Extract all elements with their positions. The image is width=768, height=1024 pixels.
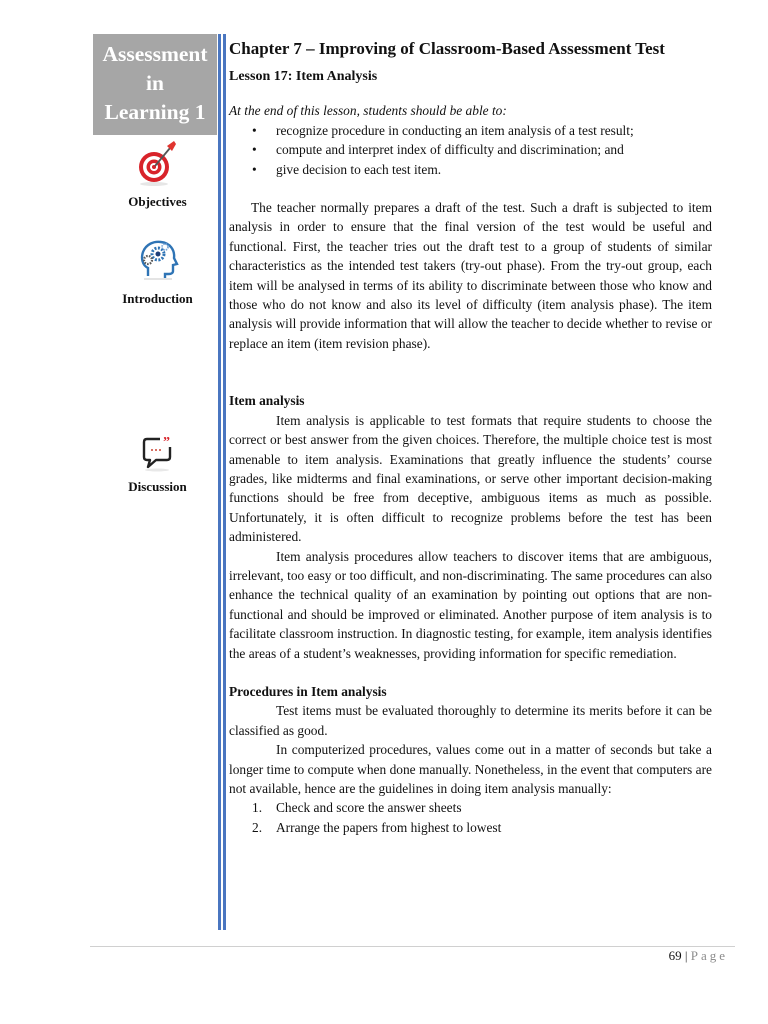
item-analysis-paragraph: Item analysis is applicable to test formats that require students to choose the correct or best answer from the given choices. Therefore, the multiple choice test is most amenable to item analysis. Examinations that greatly influence the students’ course grades, like midterms and final examinations, or serve other important decision-making functions should be free from deceptive, ambiguous items as much as possible. Unfortunately, it is often difficult to recognize problems before the test has been administered.: [229, 412, 712, 545]
page-footer: [669, 948, 728, 964]
sidebar-item-label: Discussion: [128, 479, 187, 494]
procedure-step: 1. Check and score the answer sheets: [252, 800, 462, 816]
target-dart-icon: [136, 140, 180, 188]
procedures-paragraph: In computerized procedures, values come out in a matter of seconds but take a longer time to compute when done manually. Nonetheless, in the event that computers are not available, hence are the guidelines in doing item analysis manually:: [229, 742, 712, 796]
page-number: 69: [668, 948, 682, 963]
item-analysis-paragraph: Item analysis procedures allow teachers to discover items that are ambiguous, irrelevant, too easy or too difficult, and non-discriminating. The same procedures can also enhance the technical quality of an examination by pointing out options that are non-functional and should be improved or eliminated. Another purpose of item analysis is to facilitate classroom instruction. In diagnostic testing, for example, item analysis identifies the areas of a student’s weaknesses, providing information for specific remediation.: [229, 548, 712, 661]
svg-text:”: ”: [162, 435, 170, 450]
objective-item: • compute and interpret index of difficulty and discrimination; and: [276, 140, 712, 159]
page-word: Page: [690, 948, 728, 963]
objectives-intro: At the end of this lesson, students should be able to:: [229, 103, 507, 119]
module-title-box: [93, 34, 217, 135]
sidebar-item-label: Objectives: [128, 194, 187, 209]
objectives-list: [229, 121, 712, 179]
sidebar-item-discussion: [100, 433, 215, 495]
introduction-paragraph: The teacher normally prepares a draft of the test. Such a draft is subjected to item analysis in order to ensure that the final version of the test would be useful and functional. First, the teacher tries out the draft test to a group of students of similar characteristics as the intended test takers (try-out phase). From the try-out group, each item will be analysed in terms of its ability to discriminate between those who know and those who do not know and also its level of difficulty (item analysis phase). The item analysis will provide information that will allow the teacher to decide whether to revise or replace an item (item revision phase).: [229, 200, 712, 351]
item-analysis-heading: Item analysis: [229, 393, 305, 409]
sidebar-divider-rule: [218, 34, 221, 930]
head-gears-icon: [136, 238, 180, 282]
sidebar-item-objectives: [100, 140, 215, 210]
page-separator: |: [681, 948, 691, 963]
sidebar-divider-rule: [223, 34, 226, 930]
procedures-paragraph: Test items must be evaluated thoroughly to determine its merits before it can be classified as good.: [229, 703, 712, 738]
sidebar-item-introduction: [100, 238, 215, 307]
procedure-step: 2. Arrange the papers from highest to lowest: [252, 819, 502, 835]
module-title-line: in: [146, 71, 164, 95]
module-title-line: Assessment: [102, 42, 208, 66]
objective-item: • give decision to each test item.: [276, 160, 712, 179]
sidebar-item-label: Introduction: [122, 291, 193, 306]
objective-item: • recognize procedure in conducting an item analysis of a test result;: [276, 121, 712, 140]
lesson-title: Lesson 17: Item Analysis: [229, 69, 378, 84]
chapter-title: Chapter 7 – Improving of Classroom-Based Assessment Test: [229, 39, 665, 58]
footer-rule: [90, 946, 735, 947]
module-title-line: Learning 1: [104, 100, 206, 124]
speech-bubble-icon: [138, 433, 178, 473]
procedure-steps-list: [229, 798, 712, 837]
procedures-heading: Procedures in Item analysis: [229, 683, 387, 699]
lesson-content: [229, 38, 712, 837]
